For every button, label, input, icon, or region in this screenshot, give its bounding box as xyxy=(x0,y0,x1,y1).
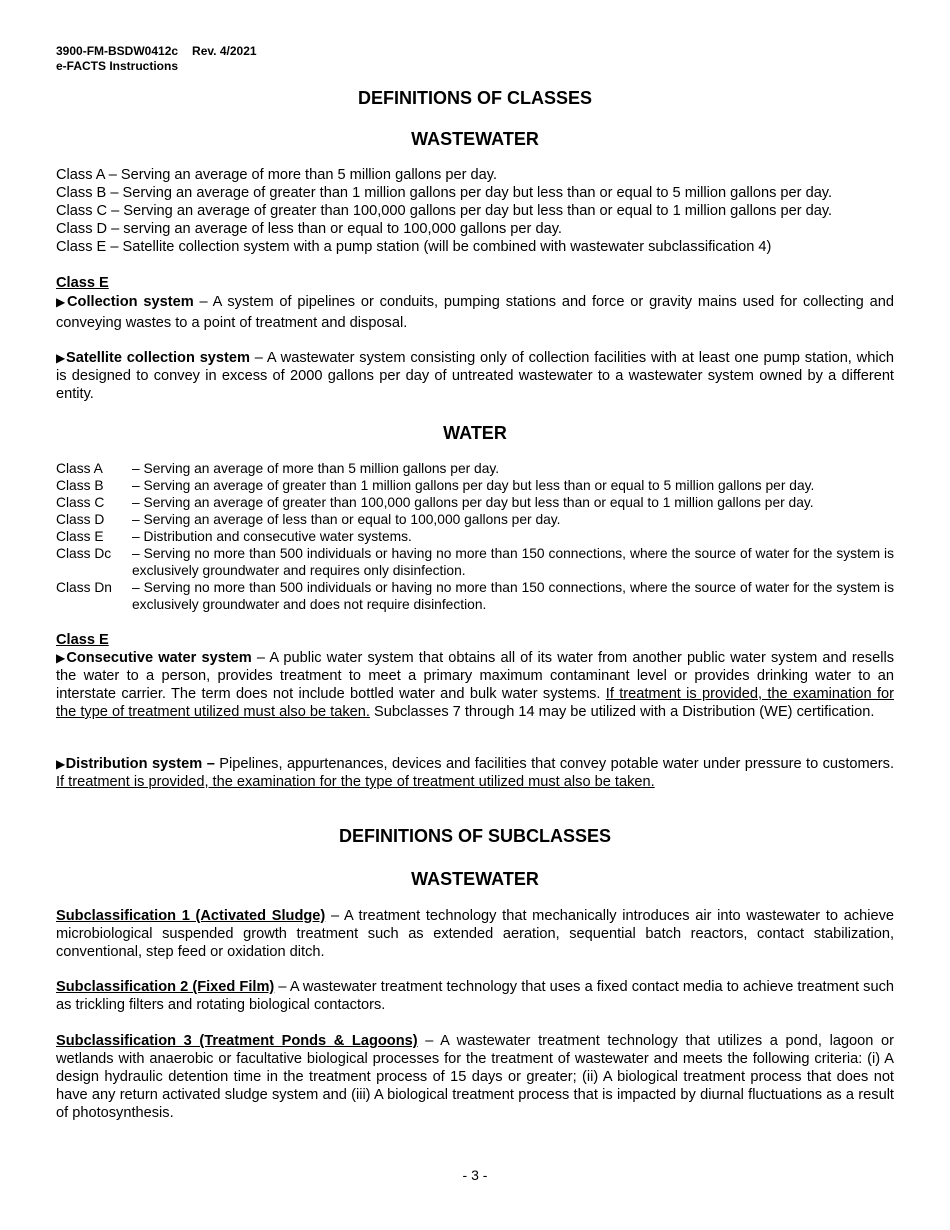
subclass-3-term: Subclassification 3 (Treatment Ponds & Lagoons) xyxy=(56,1033,418,1049)
classes-title: DEFINITIONS OF CLASSES xyxy=(357,88,593,108)
water-class-name: Class Dc xyxy=(56,546,112,561)
form-header xyxy=(56,44,257,74)
water-class-row xyxy=(56,494,894,511)
consecutive-system-term: Consecutive water system xyxy=(66,650,252,666)
collection-system-text: – A system of pipelines or conduits, pumping stations and force or gravity mains used for collecting and conveying wastes to a point of treatment and disposal. xyxy=(56,294,894,331)
consecutive-system-note: If treatment is provided, the examination for the type of treatment utilized must also be taken. xyxy=(56,686,894,720)
wastewater-class-e-label: Class E xyxy=(56,275,109,291)
wastewater-class-e: Class E – Satellite collection system with a pump station (will be combined with wastewater subclassification 4) xyxy=(56,239,772,255)
subclass-3-definition xyxy=(56,1032,894,1122)
wastewater-class-list xyxy=(56,166,894,256)
water-class-row xyxy=(56,579,894,613)
water-heading: WATER xyxy=(443,423,507,443)
form-revision: Rev. 4/2021 xyxy=(192,44,257,58)
water-class-row xyxy=(56,477,894,494)
water-class-e-label: Class E xyxy=(56,632,109,648)
subclass-2-text: – A wastewater treatment technology that uses a fixed contact media to achieve treatment such as trickling filters and rotating biological contactors. xyxy=(56,979,894,1013)
wastewater-class-b: Class B – Serving an average of greater than 1 million gallons per day but less than or equal to 5 million gallons per day. xyxy=(56,185,833,201)
distribution-system-term: Distribution system – xyxy=(65,756,215,772)
triangle-right-icon: ▶ xyxy=(56,351,66,365)
water-class-text: – Serving an average of greater than 1 million gallons per day but less than or equal to 5 million gallons per day. xyxy=(132,478,815,493)
water-class-text: – Serving an average of less than or equal to 100,000 gallons per day. xyxy=(132,512,561,527)
subclass-wastewater-heading: WASTEWATER xyxy=(411,869,539,889)
water-class-name: Class D xyxy=(56,512,105,527)
subclass-3-text: – A wastewater treatment technology that utilizes a pond, lagoon or wetlands with anaerobic or facultative biological processes for the treatment of wastewater and meets the following criteria: (i) A design hydraulic detention time in the treatment process of 15 days or greater; (ii) A biological treatment process that does not have any return activated sludge system and (iii) A biological treatment process that is impacted by diurnal fluctuations as a result of photosynthesis. xyxy=(56,1033,894,1121)
water-class-row xyxy=(56,545,894,579)
subclass-2-term: Subclassification 2 (Fixed Film) xyxy=(56,979,275,995)
wastewater-class-a: Class A – Serving an average of more than 5 million gallons per day. xyxy=(56,167,498,183)
wastewater-class-c: Class C – Serving an average of greater than 100,000 gallons per day but less than or equal to 1 million gallons per day. xyxy=(56,203,833,219)
satellite-system-definition xyxy=(56,349,894,403)
water-class-text: – Distribution and consecutive water systems. xyxy=(132,529,412,544)
water-class-text: – Serving no more than 500 individuals or having no more than 150 connections, where the source of water for the system is exclusively groundwater and does not require disinfection. xyxy=(132,580,894,612)
distribution-system-definition xyxy=(56,755,894,791)
wastewater-class-d: Class D – serving an average of less than or equal to 100,000 gallons per day. xyxy=(56,221,562,237)
distribution-system-text: Pipelines, appurtenances, devices and facilities that convey potable water under pressure to customers. xyxy=(214,756,894,772)
water-class-name: Class A xyxy=(56,461,103,476)
water-class-name: Class B xyxy=(56,478,104,493)
water-class-row xyxy=(56,511,894,528)
collection-system-definition xyxy=(56,292,894,334)
water-class-text: – Serving no more than 500 individuals or having no more than 150 connections, where the source of water for the system is exclusively groundwater and requires only disinfection. xyxy=(132,546,894,578)
water-class-name: Class E xyxy=(56,529,104,544)
consecutive-system-tail: Subclasses 7 through 14 may be utilized with a Distribution (WE) certification. xyxy=(369,704,875,720)
triangle-right-icon: ▶ xyxy=(56,295,67,309)
satellite-system-term: Satellite collection system xyxy=(65,350,250,366)
triangle-right-icon: ▶ xyxy=(56,757,66,771)
wastewater-heading: WASTEWATER xyxy=(411,129,539,149)
water-class-text: – Serving an average of greater than 100,000 gallons per day but less than or equal to 1 million gallons per day. xyxy=(132,495,814,510)
satellite-system-text: – A wastewater system consisting only of collection facilities with at least one pump station, which is designed to convey in excess of 2000 gallons per day of untreated wastewater to a wastewater system owned by a different entity. xyxy=(56,350,894,402)
page-number: - 3 - xyxy=(462,1167,488,1183)
subclasses-title: DEFINITIONS OF SUBCLASSES xyxy=(338,826,612,846)
triangle-right-icon: ▶ xyxy=(56,651,67,665)
form-id: 3900-FM-BSDW0412c xyxy=(56,44,179,58)
water-class-text: – Serving an average of more than 5 million gallons per day. xyxy=(132,461,500,476)
distribution-system-note: If treatment is provided, the examination for the type of treatment utilized must also be taken. xyxy=(56,774,655,790)
subclass-1-definition xyxy=(56,907,894,961)
subclass-1-text: – A treatment technology that mechanically introduces air into wastewater to achieve microbiological suspended growth treatment such as extended aeration, sequential batch reactors, contact stabilization, conventional, step feed or oxidation ditch. xyxy=(56,908,894,960)
consecutive-system-definition xyxy=(56,649,894,721)
water-class-row xyxy=(56,460,894,477)
form-subtitle: e-FACTS Instructions xyxy=(56,59,179,73)
consecutive-system-text: – A public water system that obtains all of its water from another public water system and resells the water to a person, provides treatment to meet a primary maximum contaminant level or provides drinking water to an interstate carrier. The term does not include bottled water and bulk water systems. xyxy=(56,650,895,702)
water-class-name: Class Dn xyxy=(56,580,112,595)
subclass-2-definition xyxy=(56,978,894,1014)
water-class-row xyxy=(56,528,894,545)
subclass-1-term: Subclassification 1 (Activated Sludge) xyxy=(56,908,326,924)
water-class-list xyxy=(56,460,894,613)
collection-system-term: Collection system xyxy=(67,294,194,310)
water-class-name: Class C xyxy=(56,495,105,510)
